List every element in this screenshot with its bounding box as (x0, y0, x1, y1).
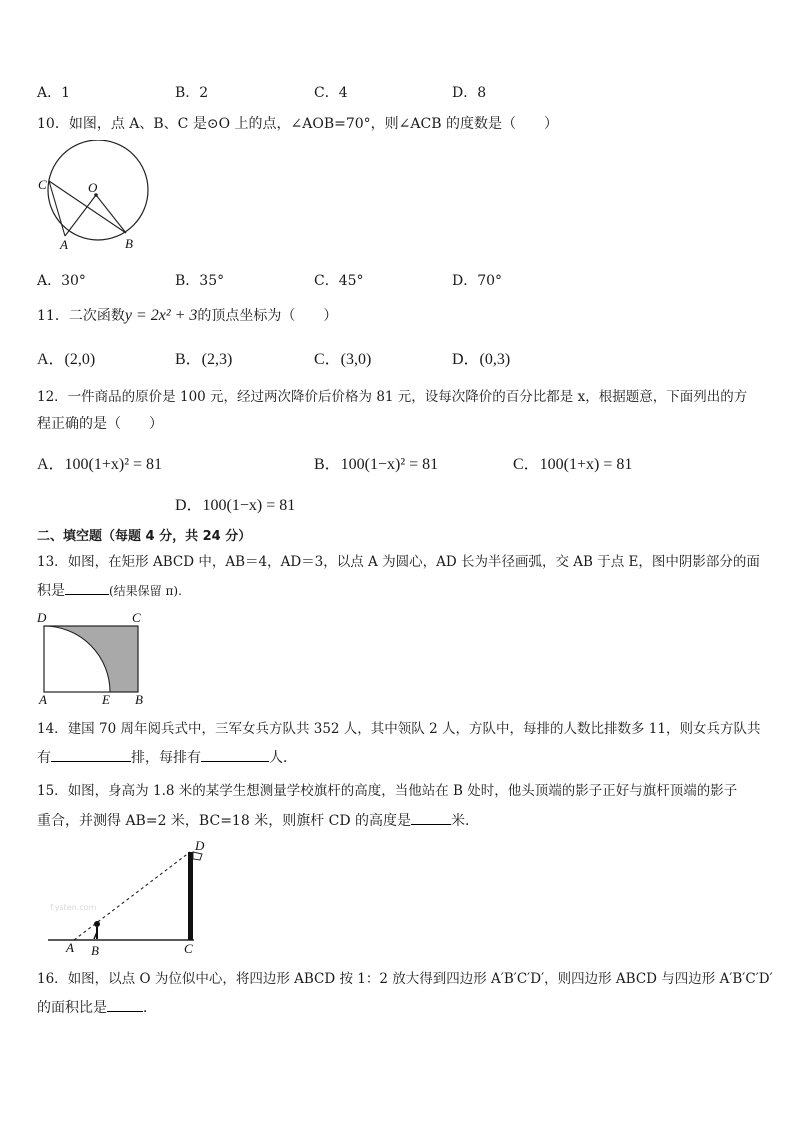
question-14-answer-blank-2[interactable] (201, 761, 269, 762)
q12-option-c: C．100(1+x) = 81 (513, 456, 633, 473)
question-16-text-before: 的面积比是 (37, 1000, 107, 1016)
question-10-text: 如图，点 A、B、C 是⊙O 上的点，∠AOB=70°，则∠ACB 的度数是（ ） (68, 116, 558, 132)
q10-option-b: B．35° (175, 273, 225, 289)
question-15-text-after: 米． (451, 813, 480, 829)
segment-ob (96, 195, 126, 233)
question-13-text-before: 积是 (37, 583, 65, 599)
question-13-line1 (37, 550, 760, 570)
q12-option-d: D．100(1−x) = 81 (175, 497, 296, 514)
question-14-text-c: 人． (269, 750, 297, 766)
q9-option-b: B．2 (175, 85, 209, 101)
question-13-text-line1: 如图，在矩形 ABCD 中，AB＝4，AD＝3，以点 A 为圆心，AD 长为半径画弧，交 AB 于点 E，图中阴影部分的面 (67, 554, 760, 570)
question-16-line1 (37, 967, 773, 987)
label-d: D (37, 610, 47, 625)
q10-option-d: D．70° (452, 273, 503, 289)
question-15-line2 (37, 810, 479, 830)
shaded-region (44, 626, 138, 692)
question-16-number: 16． (37, 971, 68, 987)
section-2-heading: 二、填空题（每题 4 分，共 24 分） (37, 529, 252, 544)
question-16-line2 (37, 997, 157, 1017)
question-14-text-line1: 建国 70 周年阅兵式中，三军女兵方队共 352 人，其中领队 2 人，方队中，每排的人数比排数多 11，则女兵方队共 (67, 721, 761, 737)
label-a: A (39, 692, 47, 704)
question-14-number: 14． (37, 721, 68, 737)
question-14-line2 (37, 747, 297, 767)
question-14-answer-blank-1[interactable] (51, 761, 131, 762)
label-a: A (60, 237, 68, 252)
question-11-formula: y = 2x² + 3 (124, 307, 198, 324)
question-14-text-b: 排，每排有 (131, 750, 201, 766)
question-12-number: 12． (37, 389, 68, 405)
question-13-text-after: (结果保留 π). (109, 584, 182, 598)
student-head (94, 921, 100, 927)
question-16-text-line1: 如图，以点 O 为位似中心，将四边形 ABCD 按 1：2 放大得到四边形 A′B′C′D′，则四边形 ABCD 与四边形 A′B′C′D′ (67, 971, 773, 987)
question-15-text-line1: 如图，身高为 1.8 米的某学生想测量学校旗杆的高度，当他站在 B 处时，他头顶端的影子正好与旗杆顶端的影子 (67, 783, 738, 799)
question-16-text-after: ． (143, 1000, 157, 1016)
question-12-text-line1: 一件商品的原价是 100 元，经过两次降价后价格为 81 元，设每次降价的百分比都是 x，根据题意，下面列出的方 (67, 389, 748, 405)
label-b: B (91, 943, 99, 958)
label-a: A (66, 940, 74, 955)
question-15-text-before: 重合，并测得 AB=2 米，BC=18 米，则旗杆 CD 的高度是 (37, 813, 412, 829)
watermark-text: f.ysten.com (50, 903, 97, 912)
question-13-answer-blank[interactable] (65, 594, 109, 595)
label-b: B (125, 236, 133, 251)
circle-figure (30, 140, 160, 255)
shadow-line (74, 852, 190, 940)
label-c: C (184, 941, 193, 956)
question-12-line2: 程正确的是（ ） (37, 416, 163, 432)
question-15-number: 15． (37, 783, 68, 799)
question-13-number: 13． (37, 554, 68, 570)
label-e: E (102, 692, 110, 704)
label-o: O (88, 180, 98, 195)
q10-option-a: A．30° (37, 273, 86, 289)
label-d: D (195, 838, 205, 853)
question-11-text-before: 二次函数 (68, 308, 125, 324)
question-16-answer-blank[interactable] (107, 1011, 143, 1012)
q11-option-b: B．(2,3) (175, 351, 233, 368)
question-11-number: 11． (37, 308, 69, 324)
flagpole-figure (40, 838, 220, 958)
q9-option-c: C．4 (314, 85, 348, 101)
label-c: C (38, 177, 47, 192)
label-b: B (135, 692, 143, 704)
q12-option-a: A．100(1+x)² = 81 (37, 456, 163, 473)
question-14-text-a: 有 (37, 750, 51, 766)
question-15-line1 (37, 779, 737, 799)
q11-option-d: D．(0,3) (452, 351, 511, 368)
flagpole (188, 852, 193, 940)
question-13-line2 (37, 580, 182, 600)
q9-option-d: D．8 (452, 85, 487, 101)
question-14-line1 (37, 717, 760, 737)
label-c: C (132, 610, 141, 625)
q9-option-a: A．1 (37, 85, 71, 101)
question-12-line1 (37, 385, 747, 405)
q10-option-c: C．45° (314, 273, 364, 289)
q12-option-b: B．100(1−x)² = 81 (314, 456, 439, 473)
question-11-text-after: 的顶点坐标为（ ） (197, 308, 338, 324)
question-15-answer-blank[interactable] (411, 824, 451, 825)
flag-icon (193, 852, 202, 860)
segment-oa (65, 195, 96, 236)
question-10 (37, 113, 558, 133)
rectangle-figure (32, 608, 152, 704)
q11-option-c: C．(3,0) (314, 351, 372, 368)
q11-option-a: A．(2,0) (37, 351, 96, 368)
question-10-number: 10． (37, 116, 69, 132)
question-11 (37, 305, 337, 325)
